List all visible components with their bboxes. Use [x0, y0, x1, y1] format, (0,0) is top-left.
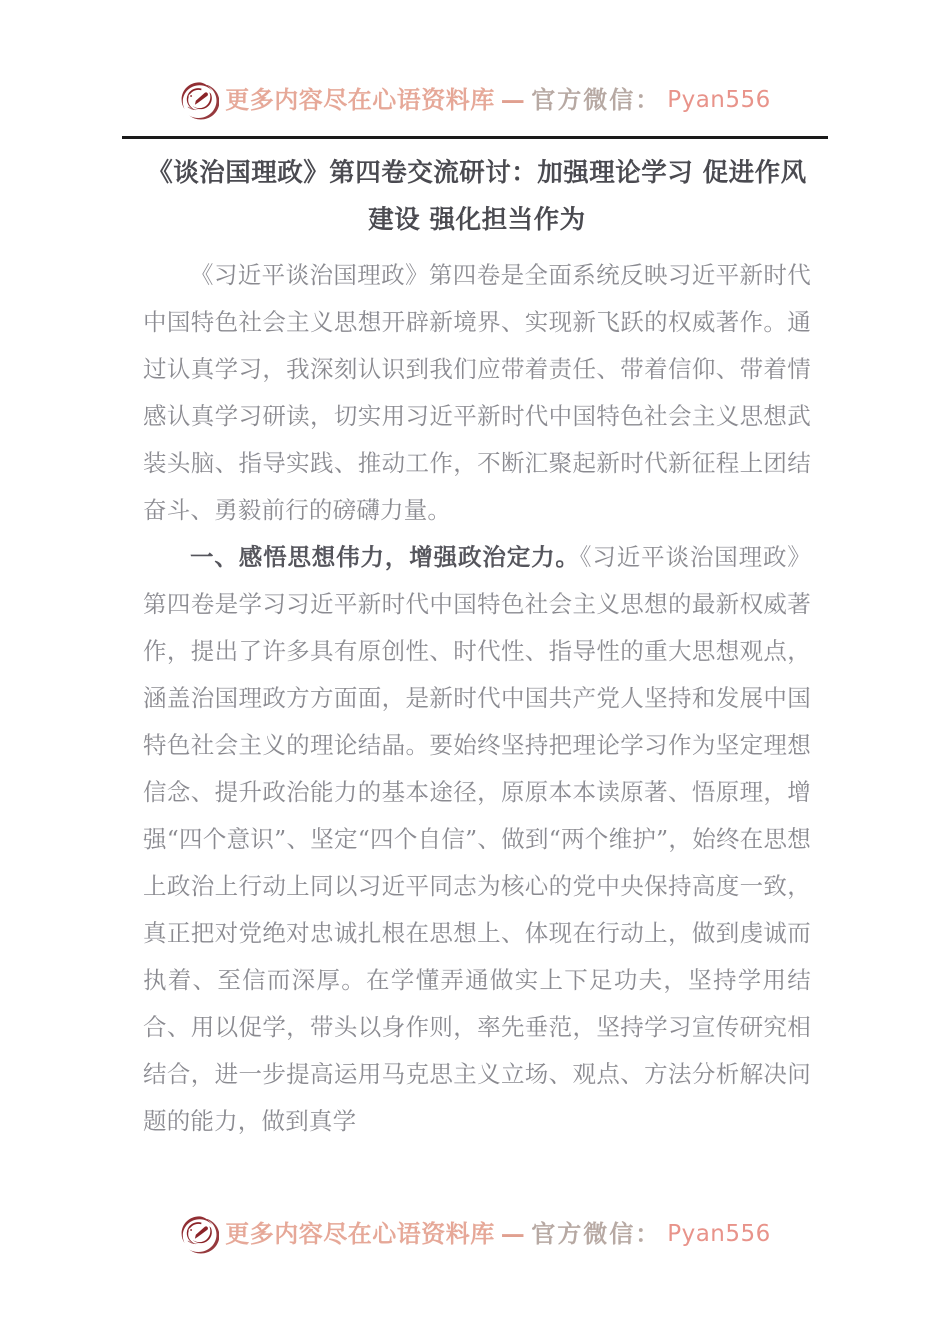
paragraph-1-text: 《习近平谈治国理政》第四卷是全面系统反映习近平新时代中国特色社会主义思想开辟新境界、实现新飞跃的权威著作。通过认真学习，我深刻认识到我们应带着责任、带着信仰、带着情感认真学习研读，切实用习近平新时代中国特色社会主义思想武装头脑、指导实践、推动工作，不断汇聚起新时代新征程上团结奋斗、勇毅前行的磅礴力量。: [143, 261, 811, 524]
footer-watermark: [0, 1208, 950, 1260]
watermark-label: 官方微信：: [531, 85, 662, 114]
watermark-handle: Pyan556: [667, 86, 771, 113]
header-divider-rule: [122, 136, 828, 139]
swirl-emblem-logo-icon: [179, 80, 219, 120]
watermark-label: 官方微信：: [531, 1219, 662, 1248]
paragraph-2-text: 《习近平谈治国理政》第四卷是学习习近平新时代中国特色社会主义思想的最新权威著作，提出了许多具有原创性、时代性、指导性的重大思想观点，涵盖治国理政方方面面，是新时代中国共产党人坚持和发展中国特色社会主义的理论结晶。要始终坚持把理论学习作为坚定理想信念、提升政治能力的基本途径，原原本本读原著、悟原理，增强“四个意识”、坚定“四个自信”、做到“两个维护”，始终在思想上政治上行动上同以习近平同志为核心的党中央保持高度一致，真正把对党绝对忠诚扎根在思想上、体现在行动上，做到虔诚而执着、至信而深厚。在学懂弄通做实上下足功夫，坚持学用结合、用以促学，带头以身作则，率先垂范，坚持学习宣传研究相结合，进一步提高运用马克思主义立场、观点、方法分析解决问题的能力，做到真学: [143, 543, 812, 1135]
swirl-emblem-logo-icon: [179, 1214, 219, 1254]
document-content: [143, 150, 811, 1145]
watermark-dash: —: [500, 1219, 526, 1248]
paragraph-2: [143, 534, 811, 1145]
paragraph-2-heading: 一、感悟思想伟力，增强政治定力。: [190, 543, 580, 571]
watermark-main-text: 更多内容尽在心语资料库: [225, 85, 495, 114]
paragraph-1: [143, 252, 811, 534]
watermark-handle: Pyan556: [667, 1220, 771, 1247]
page-title: 《谈治国理政》第四卷交流研讨：加强理论学习 促进作风建设 强化担当作为: [147, 158, 807, 235]
watermark-main-text: 更多内容尽在心语资料库: [225, 1219, 495, 1248]
header-watermark: [0, 74, 950, 126]
watermark-dash: —: [500, 85, 526, 114]
